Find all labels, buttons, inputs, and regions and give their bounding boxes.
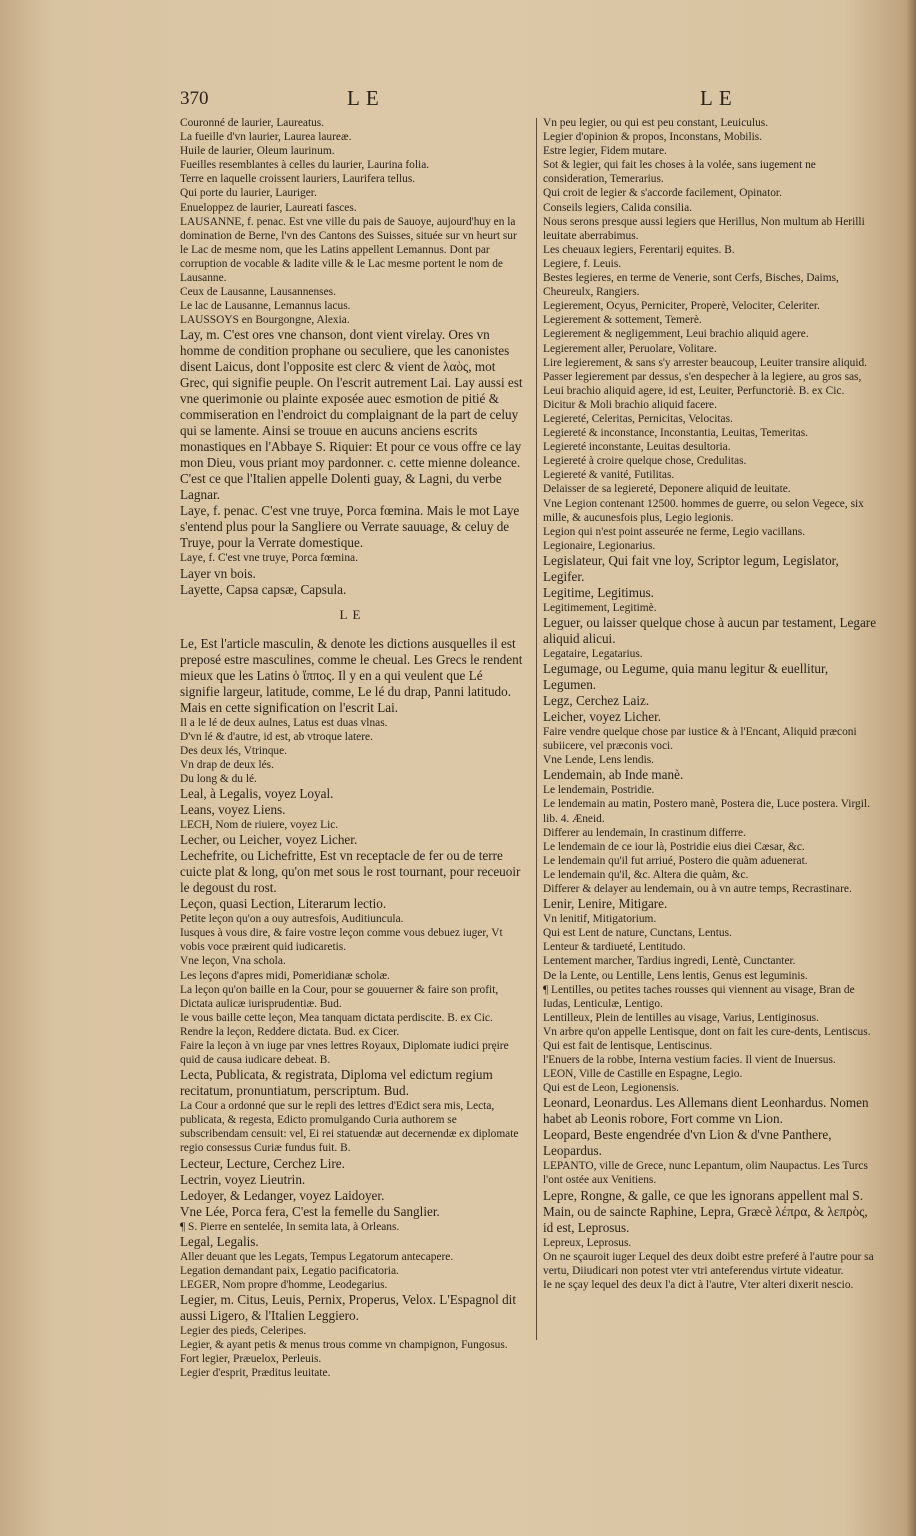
dictionary-entry: Qui est Lent de nature, Cunctans, Lentus.	[543, 927, 732, 940]
dictionary-entry: Fort legier, Præuelox, Perleuis.	[180, 1353, 322, 1366]
dictionary-entry: La fueille d'vn laurier, Laurea laureæ.	[180, 131, 352, 144]
dictionary-entry: Vn drap de deux lés.	[180, 758, 274, 771]
dictionary-entry: Legierement aller, Peruolare, Volitare.	[543, 342, 717, 355]
dictionary-entry: LEPANTO, ville de Grece, nunc Lepantum, olim Naupactus. Les Turcs l'ont ostée aux Venitiens.	[543, 1160, 868, 1187]
dictionary-entry: Leal, à Legalis, voyez Loyal.	[180, 786, 334, 802]
dictionary-entry: Legiereté, Celeritas, Pernicitas, Velocitas.	[543, 412, 733, 425]
dictionary-entry: Legitime, Legitimus.	[543, 584, 654, 600]
dictionary-entry: Aller deuant que les Legats, Tempus Legatorum antecapere.	[180, 1250, 454, 1263]
dictionary-entry: Lay, m. C'est ores vne chanson, dont vient virelay. Ores vn homme de condition prophane ou seculiere, que les canonistes disent Laicus, dont l'opposite est clerc & vient de λαὸς, mot Grec, qui signifie peuple. On l'escrit autrement Lai. Lay aussi est vne querimonie ou plainte exposée auec esmotion de pitié & commiseration en l'endroict du complaignant de la part de celuy qui se lamente. Ainsi se trouue en aucuns anciens escrits monastiques en l'Abbaye S. Riquier: Et pour ce vous offre ce lay mon Dieu, vous priant moy pardonner. c. cette mienne doleance. C'est ce que l'Italien appelle Dolenti guay, & Lagni, du verbe Lagnar.	[180, 327, 523, 503]
dictionary-entry: Legion qui n'est point asseurée ne ferme, Legio vacillans.	[543, 525, 806, 538]
dictionary-entry: Legierement & negligemment, Leui brachio aliquid agere.	[543, 328, 809, 341]
dictionary-entry: Legiereté inconstante, Leuitas desultoria.	[543, 441, 731, 454]
dictionary-entry: Leonard, Leonardus. Les Allemans dient Leonhardus. Nomen habet ab Leonis robore, Fort comme vn Lion.	[543, 1095, 869, 1127]
dictionary-entry: Legier des pieds, Celeripes.	[180, 1324, 307, 1337]
right-running-heading: LE	[700, 86, 738, 110]
dictionary-entry: Rendre la leçon, Reddere dictata. Bud. ex Cicer.	[180, 1025, 400, 1038]
dictionary-entry: Legionaire, Legionarius.	[543, 539, 656, 552]
dictionary-entry: Nous serons presque aussi legiers que Herillus, Non multum ab Herilli leuitate aberrabimus.	[543, 215, 865, 242]
dictionary-entry: l'Enuers de la robbe, Interna vestium facies. Il vient de Inuersus.	[543, 1054, 836, 1067]
dictionary-entry: Lepre, Rongne, & galle, ce que les ignorans appellent mal S. Main, ou de saincte Raphine, Lepra, Græcè λέπρα, & λεπρὸς, id est, Leprosus.	[543, 1187, 868, 1235]
dictionary-entry: Conseils legiers, Calida consilia.	[543, 201, 693, 214]
dictionary-entry: Ledoyer, & Ledanger, voyez Laidoyer.	[180, 1187, 385, 1203]
dictionary-entry: Vne Lende, Lens lendis.	[543, 754, 655, 767]
dictionary-entry: La Cour a ordonné que sur le repli des lettres d'Edict sera mis, Lecta, publicata, & regesta, Edicto promulgando Curia authorem se subscribendam censuit: vel, Ei rei statuendæ aut decernendæ ex diplomate regio consessus Curiæ fundus fuit. B.	[180, 1100, 519, 1155]
dictionary-entry: Sot & legier, qui fait les choses à la volée, sans iugement ne consideration, Temerarius.	[543, 159, 816, 186]
dictionary-entry: Les leçons d'apres midi, Pomeridianæ scholæ.	[180, 969, 390, 982]
dictionary-entry: Le lendemain, Postridie.	[543, 784, 655, 797]
dictionary-entry: Fueilles resemblantes à celles du laurier, Laurina folia.	[180, 159, 430, 172]
dictionary-entry: Leicher, voyez Licher.	[543, 709, 662, 725]
dictionary-entry: Laye, f. penac. C'est vne truye, Porca fœmina. Mais le mot Laye s'entend plus pour la Sangliere ou Verrate sauuage, & celuy de Truye, pour la Verrate domestique.	[180, 503, 520, 551]
dictionary-entry: D'vn lé & d'autre, id est, ab vtroque latere.	[180, 730, 373, 743]
column-rule	[536, 118, 537, 1340]
dictionary-entry: Enueloppez de laurier, Laureati fasces.	[180, 201, 357, 214]
dictionary-entry: Legier d'esprit, Præditus leuitate.	[180, 1367, 331, 1380]
running-header	[0, 82, 916, 108]
left-column	[180, 116, 525, 1380]
dictionary-entry: Lenir, Lenire, Mitigare.	[543, 896, 668, 912]
dictionary-entry: LECH, Nom de riuiere, voyez Lic.	[180, 819, 339, 832]
dictionary-entry: Differer & delayer au lendemain, ou à vn autre temps, Recrastinare.	[543, 883, 852, 896]
dictionary-entry: Lentilleux, Plein de lentilles au visage, Varius, Lentiginosus.	[543, 1011, 819, 1024]
dictionary-entry: Le lendemain qu'il fut arriué, Postero die quàm aduenerat.	[543, 854, 808, 867]
dictionary-entry: Le lendemain de ce iour là, Postridie eius diei Cæsar, &c.	[543, 840, 805, 853]
dictionary-entry: Legiereté à croire quelque chose, Credulitas.	[543, 455, 747, 468]
dictionary-entry: LEON, Ville de Castille en Espagne, Legio.	[543, 1068, 743, 1081]
dictionary-entry: La leçon qu'on baille en la Cour, pour se gouuerner & faire son profit, Dictata aulicæ iurisprudentiæ. Bud.	[180, 983, 499, 1010]
dictionary-entry: Lepreux, Leprosus.	[543, 1236, 632, 1249]
dictionary-entry: Terre en laquelle croissent lauriers, Laurifera tellus.	[180, 173, 416, 186]
left-running-heading: LE	[347, 86, 385, 110]
dictionary-entry: Lenteur & tardiueté, Lentitudo.	[543, 941, 686, 954]
dictionary-entry: Lire legierement, & sans s'y arrester beaucoup, Leuiter transire aliquid.	[543, 356, 868, 369]
dictionary-entry: Lecta, Publicata, & registrata, Diploma vel edictum regium recitatum, pronuntiatum, perscriptum. Bud.	[180, 1067, 493, 1099]
dictionary-entry: LAUSANNE, f. penac. Est vne ville du pais de Sauoye, aujourd'huy en la domination de Berne, l'vn des Cantons des Suisses, située sur vn heurt sur le Lac de mesme nom, que les Latins appellent Lemannus. Dont par corruption de vocable & ladite ville & le Lac mesme portent le nom de Lausanne.	[180, 215, 517, 285]
dictionary-entry: Differer au lendemain, In crastinum differre.	[543, 826, 746, 839]
dictionary-entry: Lecher, ou Leicher, voyez Licher.	[180, 832, 358, 848]
dictionary-entry: Le, Est l'article masculin, & denote les dictions ausquelles il est preposé estre masculines, comme le cheual. Les Grecs le rendent mieux que les Latins ὁ ἵππος. Il y en a qui veulent que Lé signifie largeur, latitude, comme, Le lé du drap, Panni latitudo. Mais en cette signification on l'escrit Lai.	[180, 635, 523, 715]
dictionary-entry: Legier d'opinion & propos, Inconstans, Mobilis.	[543, 131, 763, 144]
dictionary-entry: Laye, f. C'est vne truye, Porca fœmina.	[180, 552, 358, 565]
dictionary-entry: On ne sçauroit iuger Lequel des deux doibt estre preferé à l'autre pour sa vertu, Diiudicari non potest vter vtri anteferendus virtute videatur.	[543, 1250, 874, 1277]
dictionary-entry: Passer legierement par dessus, s'en despecher à la legiere, au gros sas, Leui brachio aliquid agere, id est, Leuiter, Perfunctoriè. B. ex Cic. Dicitur & Moli brachio aliquid facere.	[543, 370, 862, 411]
dictionary-entry: Le lac de Lausanne, Lemannus lacus.	[180, 300, 351, 313]
dictionary-entry: Vn peu legier, ou qui est peu constant, Leuiculus.	[543, 117, 769, 129]
dictionary-entry: Legataire, Legatarius.	[543, 648, 643, 660]
dictionary-entry: Lectrin, voyez Lieutrin.	[180, 1171, 306, 1187]
dictionary-entry: Leçon, quasi Lection, Literarum lectio.	[180, 896, 387, 912]
dictionary-entry: LAUSSOYS en Bourgongne, Alexia.	[180, 314, 350, 327]
dictionary-entry: Estre legier, Fidem mutare.	[543, 145, 667, 158]
dictionary-entry: Petite leçon qu'on a ouy autresfois, Auditiuncula.	[180, 913, 404, 926]
dictionary-entry: Couronné de laurier, Laureatus.	[180, 117, 325, 129]
dictionary-entry: Vn lenitif, Mitigatorium.	[543, 913, 657, 926]
dictionary-entry: Legierement, Ocyus, Perniciter, Properè, Velociter, Celeriter.	[543, 300, 820, 313]
dictionary-entry: ¶ Lentilles, ou petites taches rousses qui viennent au visage, Bran de Iudas, Lenticulæ, Lentigo.	[543, 983, 855, 1010]
dictionary-entry: Legier, & ayant petis & menus trous comme vn champignon, Fungosus.	[180, 1339, 508, 1352]
dictionary-entry: Ie vous baille cette leçon, Mea tanquam dictata perdiscite. B. ex Cic.	[180, 1011, 493, 1024]
dictionary-entry: Qui porte du laurier, Lauriger.	[180, 187, 317, 200]
dictionary-entry: LEGER, Nom propre d'homme, Leodegarius.	[180, 1278, 388, 1291]
dictionary-entry: Lecteur, Lecture, Cerchez Lire.	[180, 1155, 345, 1171]
page-edge	[906, 0, 916, 1536]
dictionary-entry: Huile de laurier, Oleum laurinum.	[180, 145, 335, 158]
dictionary-entry: Layer vn bois.	[180, 565, 256, 581]
page-number: 370	[180, 88, 209, 109]
dictionary-entry: Faire vendre quelque chose par iustice & à l'Encant, Aliquid præconi subiicere, vel præconis voci.	[543, 726, 857, 753]
dictionary-entry: Legz, Cerchez Laiz.	[543, 693, 650, 709]
dictionary-entry: Legislateur, Qui fait vne loy, Scriptor legum, Legislator, Legifer.	[543, 552, 839, 584]
dictionary-entry: Delaisser de sa legiereté, Deponere aliquid de leuitate.	[543, 483, 791, 496]
dictionary-entry: Faire la leçon à vn iuge par vnes lettres Royaux, Diplomate iudici pręire quid de causa iudicare debeat. B.	[180, 1040, 509, 1067]
dictionary-entry: Iusques à vous dire, & faire vostre leçon comme vous debuez iuger, Vt vobis voce præirent quid iudicaretis.	[180, 927, 503, 954]
dictionary-entry: Legumage, ou Legume, quia manu legitur & euellitur, Legumen.	[543, 661, 829, 693]
dictionary-entry: Legitimement, Legitimè.	[543, 601, 657, 614]
dictionary-entry: Legier, m. Citus, Leuis, Pernix, Properus, Velox. L'Espagnol dit aussi Ligero, & l'Italien Leggiero.	[180, 1291, 517, 1323]
section-heading: LE	[339, 606, 366, 622]
dictionary-entry: Layette, Capsa capsæ, Capsula.	[180, 581, 347, 597]
dictionary-entry: Leopard, Beste engendrée d'vn Lion & d'vne Panthere, Leopardus.	[543, 1127, 832, 1159]
dictionary-entry: Qui est fait de lentisque, Lentiscinus.	[543, 1039, 713, 1052]
dictionary-entry: De la Lente, ou Lentille, Lens lentis, Genus est leguminis.	[543, 969, 808, 982]
dictionary-entry: Ie ne sçay lequel des deux l'a dict à l'autre, Vter alteri dixerit nescio.	[543, 1278, 854, 1291]
dictionary-entry: Le lendemain qu'il, &c. Altera die quàm, &c.	[543, 868, 749, 881]
dictionary-entry: Leguer, ou laisser quelque chose à aucun par testament, Legare aliquid alicui.	[543, 615, 877, 646]
dictionary-entry: Legiereté & vanité, Futilitas.	[543, 469, 675, 482]
dictionary-entry: Legierement & sottement, Temerè.	[543, 314, 702, 327]
dictionary-entry: Legal, Legalis.	[180, 1233, 259, 1249]
dictionary-entry: Des deux lés, Vtrinque.	[180, 744, 288, 757]
dictionary-entry: Vne Lée, Porca fera, C'est la femelle du Sanglier.	[180, 1203, 440, 1219]
dictionary-entry: Vne leçon, Vna schola.	[180, 955, 286, 968]
dictionary-entry: Le lendemain au matin, Postero manè, Postera die, Luce postera. Virgil. lib. 4. Æneid.	[543, 798, 870, 825]
dictionary-entry: Legiereté & inconstance, Inconstantia, Leuitas, Temeritas.	[543, 427, 808, 440]
dictionary-entry: Qui croit de legier & s'accorde facilement, Opinator.	[543, 187, 782, 200]
dictionary-entry: Legiere, f. Leuis.	[543, 257, 622, 270]
dictionary-entry: Bestes legieres, en terme de Venerie, sont Cerfs, Bisches, Daims, Cheureulx, Rangiers.	[543, 272, 839, 299]
dictionary-entry: Les cheuaux legiers, Ferentarij equites. B.	[543, 243, 735, 256]
dictionary-entry: Il a le lé de deux aulnes, Latus est duas vlnas.	[180, 716, 388, 729]
right-column	[543, 116, 879, 1292]
dictionary-entry: Lentement marcher, Tardius ingredi, Lentè, Cunctanter.	[543, 955, 796, 968]
dictionary-entry: Lendemain, ab Inde manè.	[543, 767, 684, 783]
dictionary-entry: Qui est de Leon, Legionensis.	[543, 1082, 680, 1095]
dictionary-entry: Vne Legion contenant 12500. hommes de guerre, ou selon Vegece, six mille, & aucunesfois plus, Legio legionis.	[543, 497, 864, 524]
dictionary-entry: Legation demandant paix, Legatio pacificatoria.	[180, 1264, 399, 1277]
dictionary-entry: Leans, voyez Liens.	[180, 802, 286, 818]
dictionary-entry: Lechefrite, ou Lichefritte, Est vn receptacle de fer ou de terre cuicte plat & long, qu'on met sous le rost tournant, pour receuoir le degoust du rost.	[180, 848, 521, 896]
dictionary-entry: Du long & du lé.	[180, 772, 257, 785]
dictionary-entry: ¶ S. Pierre en sentelée, In semita lata, à Orleans.	[180, 1220, 400, 1233]
dictionary-entry: Ceux de Lausanne, Lausannenses.	[180, 286, 336, 299]
dictionary-entry: Vn arbre qu'on appelle Lentisque, dont on fait les cure-dents, Lentiscus.	[543, 1025, 871, 1038]
